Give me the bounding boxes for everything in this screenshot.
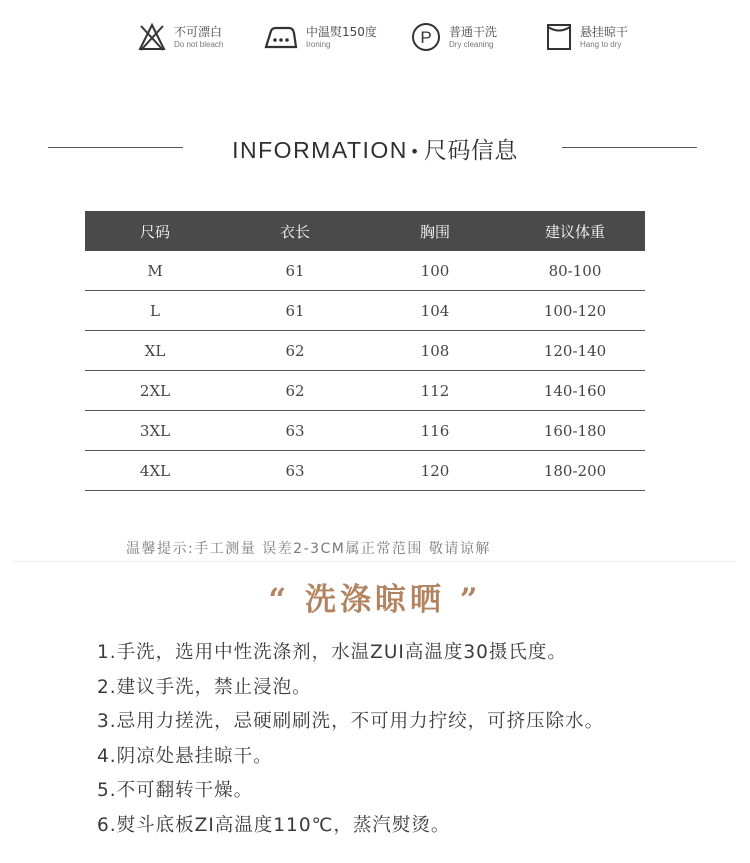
column-header: 胸围	[365, 211, 505, 251]
section-divider	[14, 561, 736, 562]
table-row	[85, 331, 645, 371]
table-cell: 63	[225, 411, 365, 451]
section-title-cn: 尺码信息	[423, 138, 518, 164]
table-cell: 100	[365, 251, 505, 291]
list-item: 4.阴凉处悬挂晾干。	[97, 745, 273, 767]
table-cell: XL	[85, 331, 225, 371]
table-cell: 108	[365, 331, 505, 371]
table-cell: 62	[225, 331, 365, 371]
table-cell: 4XL	[85, 451, 225, 491]
table-cell: 62	[225, 371, 365, 411]
list-item: 2.建议手洗，禁止浸泡。	[97, 676, 312, 698]
close-quote: ”	[459, 582, 482, 618]
table-cell: 3XL	[85, 411, 225, 451]
table-cell: 63	[225, 451, 365, 491]
table-row	[85, 451, 645, 491]
column-header: 建议体重	[505, 211, 645, 251]
table-cell: 112	[365, 371, 505, 411]
table-cell: L	[85, 291, 225, 331]
size-table	[85, 211, 645, 491]
wash-instructions-list	[97, 640, 604, 847]
iron-icon	[262, 22, 298, 52]
table-cell: 61	[225, 291, 365, 331]
care-dry-cleaning	[411, 22, 497, 52]
table-cell: 160-180	[505, 411, 645, 451]
care-label: 中温熨150度	[306, 24, 377, 39]
table-cell: 180-200	[505, 451, 645, 491]
table-row	[85, 291, 645, 331]
column-header: 尺码	[85, 211, 225, 251]
care-instructions	[0, 22, 750, 62]
care-sublabel: Dry cleaning	[449, 39, 494, 49]
care-no-bleach	[138, 22, 223, 52]
table-cell: 2XL	[85, 371, 225, 411]
section-title	[0, 132, 750, 165]
table-cell: 140-160	[505, 371, 645, 411]
open-quote: “	[268, 582, 291, 618]
table-row	[85, 251, 645, 291]
care-label: 普通干洗	[449, 24, 498, 39]
care-sublabel: Ironing	[306, 39, 331, 49]
care-ironing	[262, 22, 377, 52]
list-item: 1.手洗，选用中性洗涤剂，水温ZUI高温度30摄氏度。	[97, 642, 567, 663]
table-cell: 120-140	[505, 331, 645, 371]
section-title-en: INFORMATION	[232, 137, 408, 163]
hang-dry-icon	[546, 22, 572, 52]
table-cell: 116	[365, 411, 505, 451]
table-cell: 104	[365, 291, 505, 331]
title-dot: •	[409, 142, 420, 161]
table-cell: 80-100	[505, 251, 645, 291]
care-hang-dry	[546, 22, 628, 52]
no-bleach-icon	[138, 22, 166, 52]
dry-clean-icon	[411, 22, 441, 52]
column-header: 衣长	[225, 211, 365, 251]
table-cell: M	[85, 251, 225, 291]
table-cell: 120	[365, 451, 505, 491]
measurement-tip: 温馨提示:手工测量 误差2-3CM属正常范围 敬请谅解	[126, 541, 491, 557]
care-sublabel: Hang to dry	[580, 39, 622, 49]
list-item: 6.熨斗底板ZI高温度110℃，蒸汽熨烫。	[97, 814, 451, 836]
table-row	[85, 371, 645, 411]
svg-text:P: P	[420, 28, 432, 47]
list-item: 3.忌用力搓洗，忌硬刷刷洗，不可用力拧绞，可挤压除水。	[97, 711, 605, 732]
care-label: 不可漂白	[174, 24, 223, 39]
table-cell: 100-120	[505, 291, 645, 331]
table-header-row	[85, 211, 645, 251]
care-label: 悬挂晾干	[580, 24, 629, 39]
table-cell: 61	[225, 251, 365, 291]
list-item: 5.不可翻转干燥。	[97, 780, 254, 801]
table-row	[85, 411, 645, 451]
wash-heading	[0, 574, 750, 619]
wash-title: 洗涤晾晒	[305, 582, 445, 618]
care-sublabel: Do not bleach	[174, 39, 224, 49]
